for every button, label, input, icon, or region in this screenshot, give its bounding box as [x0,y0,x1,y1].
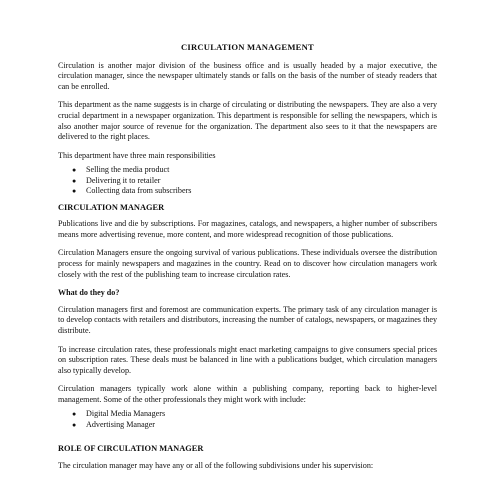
intro-paragraph: This department have three main responsibilities [58,150,216,160]
list-item: ● Advertising Manager [72,419,156,429]
bullet-icon: ● [72,166,77,175]
subsection-heading: What do they do? [58,288,120,298]
bullet-icon: ● [72,410,77,419]
body-paragraph: Circulation managers first and foremost are communication experts. The primary task of any circulation manager is to develop contacts with retailers and distributors, increasing the number of catalogs, newspapers, or magazines they distribute. [58,304,437,335]
bullet-icon: ● [72,176,77,185]
body-paragraph: Circulation managers typically work alone within a publishing company, reporting back to higher-level management. Some of the other professionals they might work with include: [58,384,437,404]
intro-paragraph: Circulation is another major division of the business office and is usually headed by a major executive, the circulation manager, since the newspaper ultimately stands or falls on the basis of the number of steady readers that can be enrolled. [58,60,437,91]
list-item: ● Selling the media product [72,165,170,175]
bullet-icon: ● [72,420,77,429]
bullet-icon: ● [72,187,77,196]
body-paragraph: Publications live and die by subscriptions. For magazines, catalogs, and newspapers, a higher number of subscribers means more advertising revenue, more content, and more widespread recognition of those publications. [58,219,437,239]
intro-paragraph: This department as the name suggests is in charge of circulating or distributing the newspapers. They are also a very crucial department in a newspaper organization. This department is responsible for selling the newspapers, which is also another major source of revenue for the organization. The department also sees to it that the newspapers are delivered to the right places. [58,100,437,142]
section-heading: ROLE OF CIRCULATION MANAGER [58,444,204,454]
body-paragraph: The circulation manager may have any or all of the following subdivisions under his supervision: [58,460,374,470]
body-paragraph: Circulation Managers ensure the ongoing survival of various publications. These individuals oversee the distribution process for mainly newspapers and magazines in the country. Read on to discover how circulation managers work closely with the rest of the publishing team to increase circulation rates. [58,248,437,279]
list-item: ● Delivering it to retailer [72,175,161,185]
section-heading: CIRCULATION MANAGER [58,202,165,212]
responsibilities-list [58,165,437,196]
collaborators-list [58,409,437,430]
page-title: CIRCULATION MANAGEMENT [181,42,314,52]
list-item: ● Collecting data from subscribers [72,186,192,196]
list-item: ● Digital Media Managers [72,409,166,419]
body-paragraph: To increase circulation rates, these professionals might enact marketing campaigns to give consumers special prices on subscription rates. These deals must be balanced in line with a publications budget, which circulation managers also typically develop. [58,344,437,375]
